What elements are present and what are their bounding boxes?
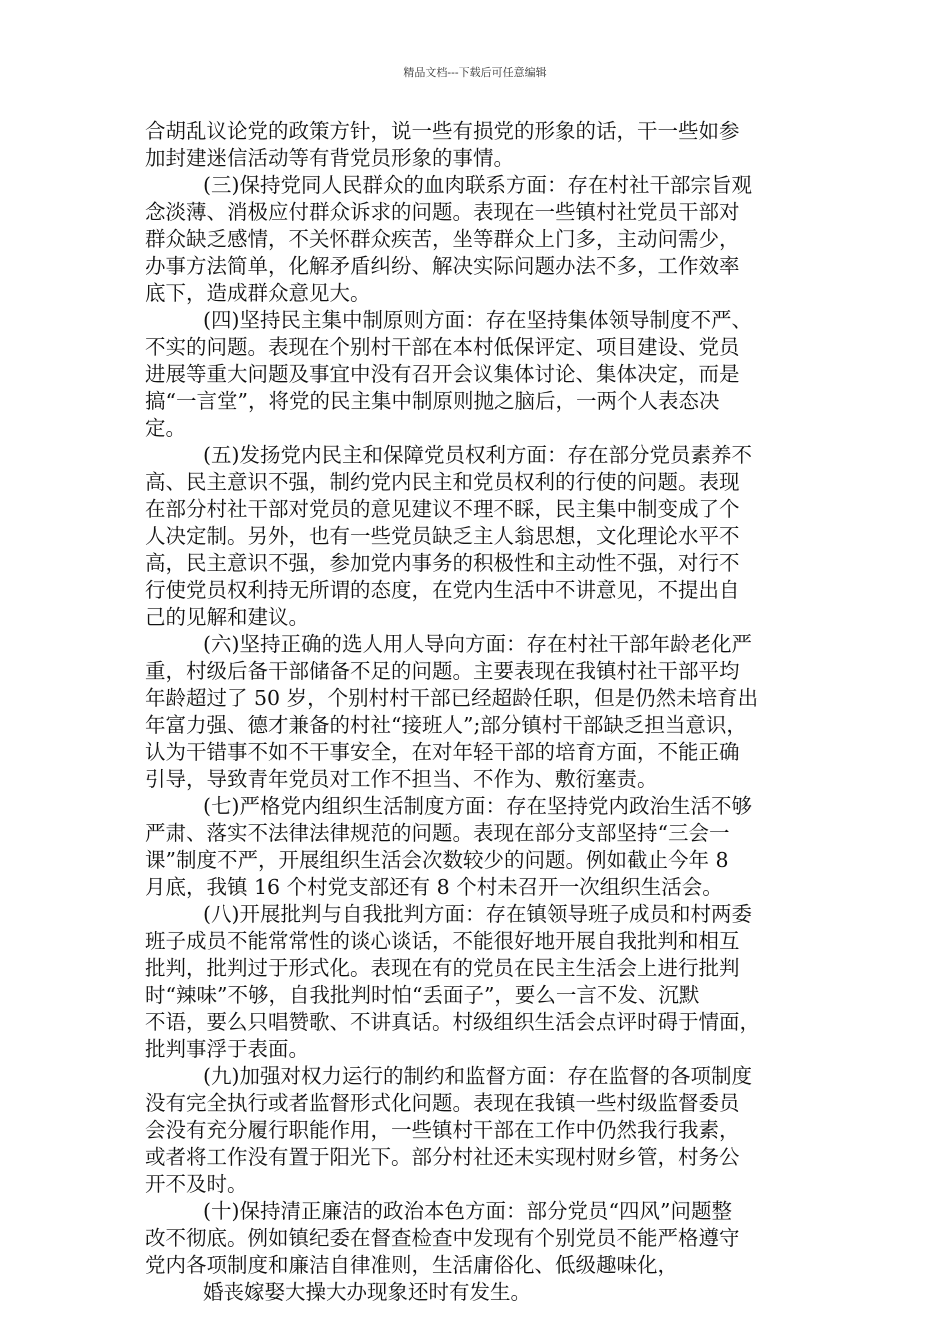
text-line: 批判，批判过于形式化。表现在有的党员在民主生活会上进行批判 <box>145 956 740 980</box>
paragraph-first-line: (十)保持清正廉洁的政治本色方面：部分党员“四风”问题整 <box>203 1199 732 1223</box>
text-line: 重，村级后备干部储备不足的问题。主要表现在我镇村社干部平均 <box>145 659 740 683</box>
text-line: 己的见解和建议。 <box>145 605 309 629</box>
text-line: 班子成员不能常常性的谈心谈话，不能很好地开展自我批判和相互 <box>145 929 740 953</box>
text-line: 年富力强、德才兼备的村社“接班人”;部分镇村干部缺乏担当意识， <box>145 713 747 737</box>
text-line: 或者将工作没有置于阳光下。部分村社还未实现村财乡管，村务公 <box>145 1145 740 1169</box>
text-line: 高，民主意识不强，参加党内事务的积极性和主动性不强，对行不 <box>145 551 740 575</box>
text-line: 不实的问题。表现在个别村干部在本村低保评定、项目建设、党员 <box>145 335 740 359</box>
document-body <box>145 118 818 1306</box>
text-line: 不语，要么只唱赞歌、不讲真话。村级组织生活会点评时碍于情面， <box>145 1010 760 1034</box>
text-line: 严肃、落实不法律法律规范的问题。表现在部分支部坚持“三会一 <box>145 821 730 845</box>
text-line: 月底，我镇 16 个村党支部还有 8 个村未召开一次组织生活会。 <box>145 875 723 899</box>
page-header: 精品文档---下载后可任意编辑 <box>403 66 547 79</box>
text-line: 年龄超过了 50 岁，个别村村干部已经超龄任职，但是仍然未培育出 <box>145 686 759 710</box>
text-line: 批判事浮于表面。 <box>145 1037 309 1061</box>
text-line: 课”制度不严，开展组织生活会次数较少的问题。例如截止今年 8 <box>145 848 729 872</box>
text-line: 认为干错事不如不干事安全，在对年轻干部的培育方面，不能正确 <box>145 740 740 764</box>
text-line: 时“辣味”不够，自我批判时怕“丢面子”，要么一言不发、沉默 <box>145 983 700 1007</box>
text-line: 行使党员权利持无所谓的态度，在党内生活中不讲意见，不提出自 <box>145 578 740 602</box>
text-line: 党内各项制度和廉洁自律准则，生活庸俗化、低级趣味化， <box>145 1253 678 1277</box>
paragraph-first-line: (五)发扬党内民主和保障党员权利方面：存在部分党员素养不 <box>203 443 752 467</box>
text-line: 改不彻底。例如镇纪委在督查检查中发现有个别党员不能严格遵守 <box>145 1226 740 1250</box>
paragraph-first-line: (八)开展批判与自我批判方面：存在镇领导班子成员和村两委 <box>203 902 752 926</box>
text-line: 引导，导致青年党员对工作不担当、不作为、敷衍塞责。 <box>145 767 658 791</box>
text-line: 底下，造成群众意见大。 <box>145 281 371 305</box>
paragraph-first-line: (九)加强对权力运行的制约和监督方面：存在监督的各项制度 <box>203 1064 752 1088</box>
text-line: 搞“一言堂”，将党的民主集中制原则抛之脑后，一两个人表态决 <box>145 389 720 413</box>
text-line: 人决定制。另外，也有一些党员缺乏主人翁思想，文化理论水平不 <box>145 524 740 548</box>
paragraph-first-line: (四)坚持民主集中制原则方面：存在坚持集体领导制度不严、 <box>203 308 752 332</box>
paragraph-first-line: (三)保持党同人民群众的血肉联系方面：存在村社干部宗旨观 <box>203 173 752 197</box>
text-line: 在部分村社干部对党员的意见建议不理不睬，民主集中制变成了个 <box>145 497 740 521</box>
paragraph-first-line: (六)坚持正确的选人用人导向方面：存在村社干部年龄老化严 <box>203 632 752 656</box>
paragraph-first-line: 婚丧嫁娶大操大办现象还时有发生。 <box>203 1280 531 1304</box>
text-line: 没有完全执行或者监督形式化问题。表现在我镇一些村级监督委员 <box>145 1091 740 1115</box>
text-line: 定。 <box>145 416 186 440</box>
text-line: 办事方法简单，化解矛盾纠纷、解决实际问题办法不多，工作效率 <box>145 254 740 278</box>
text-line: 加封建迷信活动等有背党员形象的事情。 <box>145 146 514 170</box>
text-line: 合胡乱议论党的政策方针，说一些有损党的形象的话，干一些如参 <box>145 119 740 143</box>
text-line: 会没有充分履行职能作用，一些镇村干部在工作中仍然我行我素， <box>145 1118 740 1142</box>
paragraph-first-line: (七)严格党内组织生活制度方面：存在坚持党内政治生活不够 <box>203 794 752 818</box>
text-line: 群众缺乏感情，不关怀群众疾苦，坐等群众上门多，主动问需少， <box>145 227 740 251</box>
text-line: 念淡薄、消极应付群众诉求的问题。表现在一些镇村社党员干部对 <box>145 200 740 224</box>
text-line: 开不及时。 <box>145 1172 248 1196</box>
text-line: 进展等重大问题及事宜中没有召开会议集体讨论、集体决定，而是 <box>145 362 740 386</box>
text-line: 高、民主意识不强，制约党内民主和党员权利的行使的问题。表现 <box>145 470 740 494</box>
